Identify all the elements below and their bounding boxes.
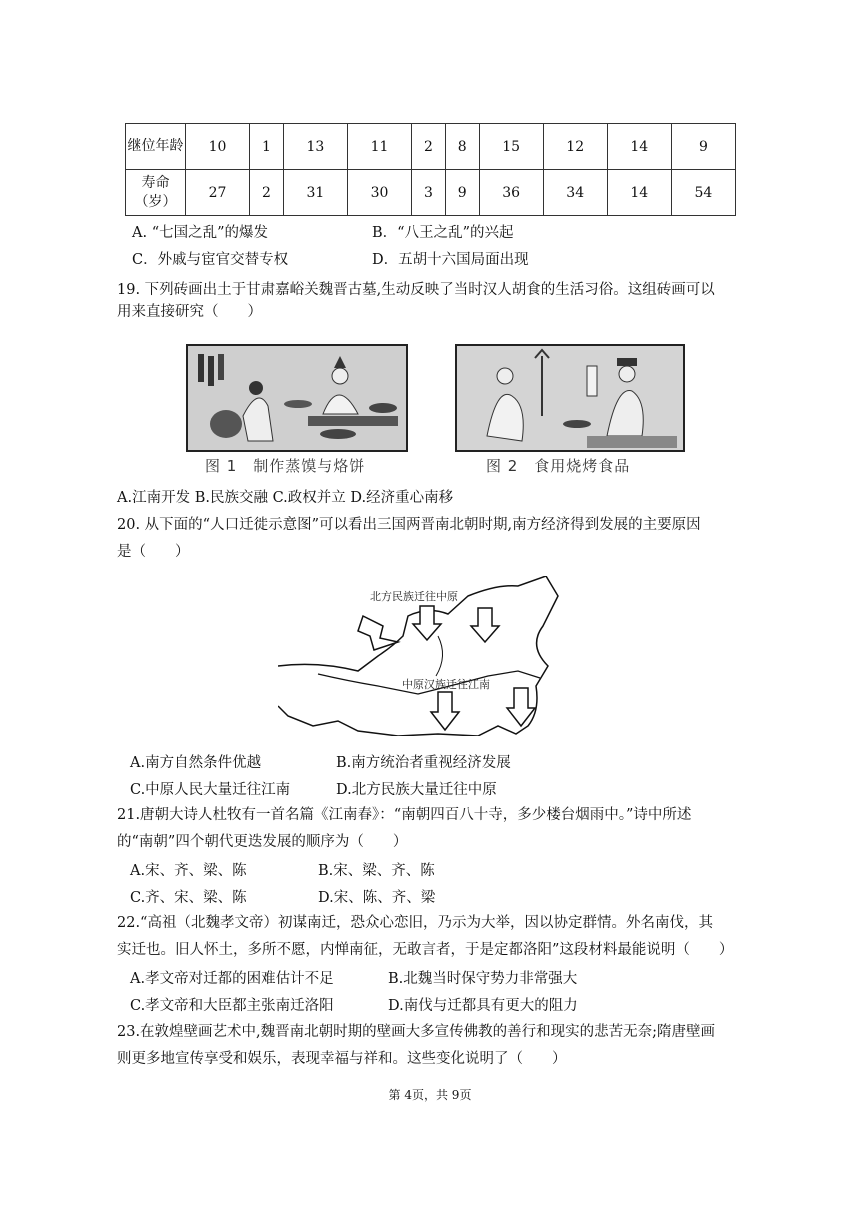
q19-stem-line2: 用来直接研究（ ） [117, 304, 262, 320]
brick-painting-1-illustration [188, 346, 406, 450]
table-cell: 54 [671, 170, 735, 216]
table-cell: 15 [479, 124, 543, 170]
q18-option-d: D．五胡十六国局面出现 [372, 252, 529, 268]
table-cell: 27 [186, 170, 250, 216]
q21-option-b: B.宋、梁、齐、陈 [318, 863, 435, 879]
table-cell: 34 [543, 170, 607, 216]
q21-stem-line2: 的“南朝”四个朝代更迭发展的顺序为（ ） [117, 834, 408, 850]
q20-option-d: D.北方民族大量迁往中原 [336, 782, 497, 798]
table-cell: 11 [347, 124, 411, 170]
q22-option-c: C.孝文帝和大臣都主张南迁洛阳 [130, 998, 334, 1014]
table-cell: 2 [250, 170, 284, 216]
q18-option-c: C．外戚与宦官交替专权 [132, 252, 289, 268]
table-cell: 10 [186, 124, 250, 170]
q20-stem-line2: 是（ ） [117, 544, 190, 560]
data-table [125, 123, 736, 216]
q20-stem-line1: 20. 从下面的“人口迁徙示意图”可以看出三国两晋南北朝时期,南方经济得到发展的主要原因 [117, 517, 701, 533]
q23-stem-line2: 则更多地宣传享受和娱乐，表现幸福与祥和。这些变化说明了（ ） [117, 1051, 567, 1067]
map-label-north: 北方民族迁往中原 [370, 590, 458, 603]
q21-option-d: D.宋、陈、齐、梁 [318, 890, 436, 906]
table-cell: 36 [479, 170, 543, 216]
brick-painting-1 [186, 344, 408, 452]
table-cell: 30 [347, 170, 411, 216]
table-cell: 2 [412, 124, 446, 170]
table-cell: 12 [543, 124, 607, 170]
q18-option-a: A. “七国之乱”的爆发 [132, 225, 269, 241]
q22-option-b: B.北魏当时保守势力非常强大 [388, 971, 578, 987]
q22-stem-line2: 实迁也。旧人怀土，多所不愿，内惮南征，无敢言者，于是定都洛阳”这段材料最能说明（ ） [117, 942, 734, 958]
figure-1-caption: 图 1 制作蒸馍与烙饼 [205, 457, 366, 475]
q21-option-a: A.宋、齐、梁、陈 [130, 863, 247, 879]
row-label-age: 继位年龄 [126, 124, 186, 170]
q19-stem-line1: 19. 下列砖画出土于甘肃嘉峪关魏晋古墓,生动反映了当时汉人胡食的生活习俗。这组砖画可以 [117, 282, 715, 298]
table-cell: 9 [445, 170, 479, 216]
q20-option-a: A.南方自然条件优越 [130, 755, 262, 771]
q22-stem-line1: 22.“高祖（北魏孝文帝）初谋南迁，恐众心恋旧，乃示为大举，因以协定群情。外名南伐，其 [117, 915, 713, 931]
table-cell: 9 [671, 124, 735, 170]
q20-option-c: C.中原人民大量迁往江南 [130, 782, 291, 798]
table-cell: 3 [412, 170, 446, 216]
table-cell: 14 [607, 124, 671, 170]
table-cell: 1 [250, 124, 284, 170]
q20-option-b: B.南方统治者重视经济发展 [336, 755, 511, 771]
table-row [126, 124, 736, 170]
figure-2-caption: 图 2 食用烧烤食品 [486, 457, 631, 475]
page-footer: 第 4页，共 9页 [388, 1088, 472, 1102]
map-label-south: 中原汉族迁往江南 [402, 678, 490, 691]
row-label-lifespan: 寿命（岁） [126, 170, 186, 216]
q22-option-a: A.孝文帝对迁都的困难估计不足 [130, 971, 334, 987]
q18-option-b: B．“八王之乱”的兴起 [372, 225, 514, 241]
table-cell: 13 [283, 124, 347, 170]
q21-stem-line1: 21.唐朝大诗人杜牧有一首名篇《江南春》：“南朝四百八十寺，多少楼台烟雨中。”诗中所述 [117, 807, 692, 823]
table-cell: 31 [283, 170, 347, 216]
table-row [126, 170, 736, 216]
brick-painting-2-illustration [457, 346, 683, 450]
q21-option-c: C.齐、宋、梁、陈 [130, 890, 247, 906]
brick-painting-2 [455, 344, 685, 452]
table-cell: 8 [445, 124, 479, 170]
q22-option-d: D.南伐与迁都具有更大的阻力 [388, 998, 578, 1014]
q23-stem-line1: 23.在敦煌壁画艺术中,魏晋南北朝时期的壁画大多宣传佛教的善行和现实的悲苦无奈;隋唐壁画 [117, 1024, 716, 1040]
table-cell: 14 [607, 170, 671, 216]
q19-options: A.江南开发 B.民族交融 C.政权并立 D.经济重心南移 [117, 490, 454, 506]
